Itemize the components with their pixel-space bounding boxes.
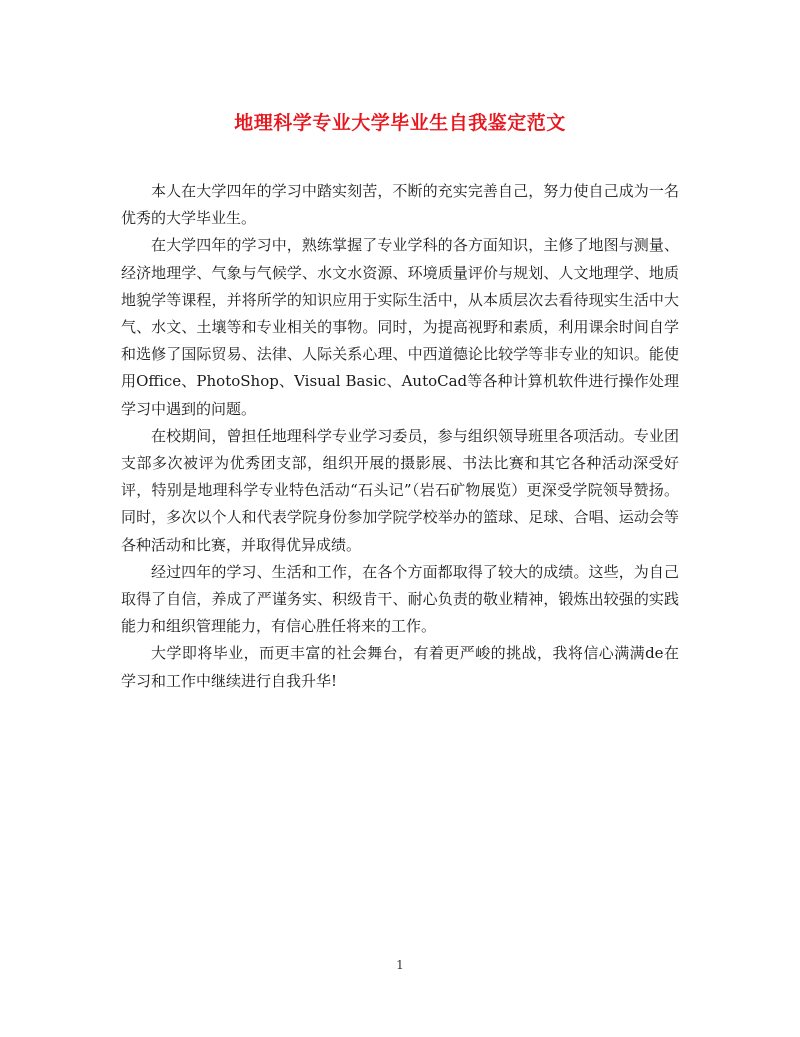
paragraph-4: 经过四年的学习、生活和工作，在各个方面都取得了较大的成绩。这些，为自己取得了自信，养成了严谨务实、积级肯干、耐心负责的敬业精神，锻炼出较强的实践能力和组织管理能力，有信心胜任将来的工作。 xyxy=(121,562,679,636)
paragraph-5: 大学即将毕业，而更丰富的社会舞台，有着更严峻的挑战，我将信心满满de在学习和工作中继续进行自我升华! xyxy=(121,644,679,690)
page-number: 1 xyxy=(396,958,404,972)
document-title: 地理科学专业大学毕业生自我鉴定范文 xyxy=(234,112,566,134)
paragraph-2: 在大学四年的学习中，熟练掌握了专业学科的各方面知识，主修了地图与测量、经济地理学、气象与气候学、水文水资源、环境质量评价与规划、人文地理学、地质地貌学等课程，并将所学的知识应用于实际生活中，从本质层次去看待现实生活中大气、水文、土壤等和专业相关的事物。同时，为提高视野和素质，利用课余时间自学和选修了国际贸易、法律、人际关系心理、中西道德论比较学等非专业的知识。能使用Office、PhotoShop、Visual Basic、AutoCad等各种计算机软件进行操作处理学习中遇到的问题。 xyxy=(121,236,679,418)
paragraph-1: 本人在大学四年的学习中踏实刻苦，不断的充实完善自己，努力使自己成为一名优秀的大学毕业生。 xyxy=(121,182,679,228)
paragraph-3: 在校期间，曾担任地理科学专业学习委员，参与组织领导班里各项活动。专业团支部多次被评为优秀团支部，组织开展的摄影展、书法比赛和其它各种活动深受好评，特别是地理科学专业特色活动“石头记”（岩石矿物展览）更深受学院领导赞扬。同时，多次以个人和代表学院身份参加学院学校举办的篮球、足球、合唱、运动会等各种活动和比赛，并取得优异成绩。 xyxy=(121,426,679,554)
document-body xyxy=(121,178,679,695)
